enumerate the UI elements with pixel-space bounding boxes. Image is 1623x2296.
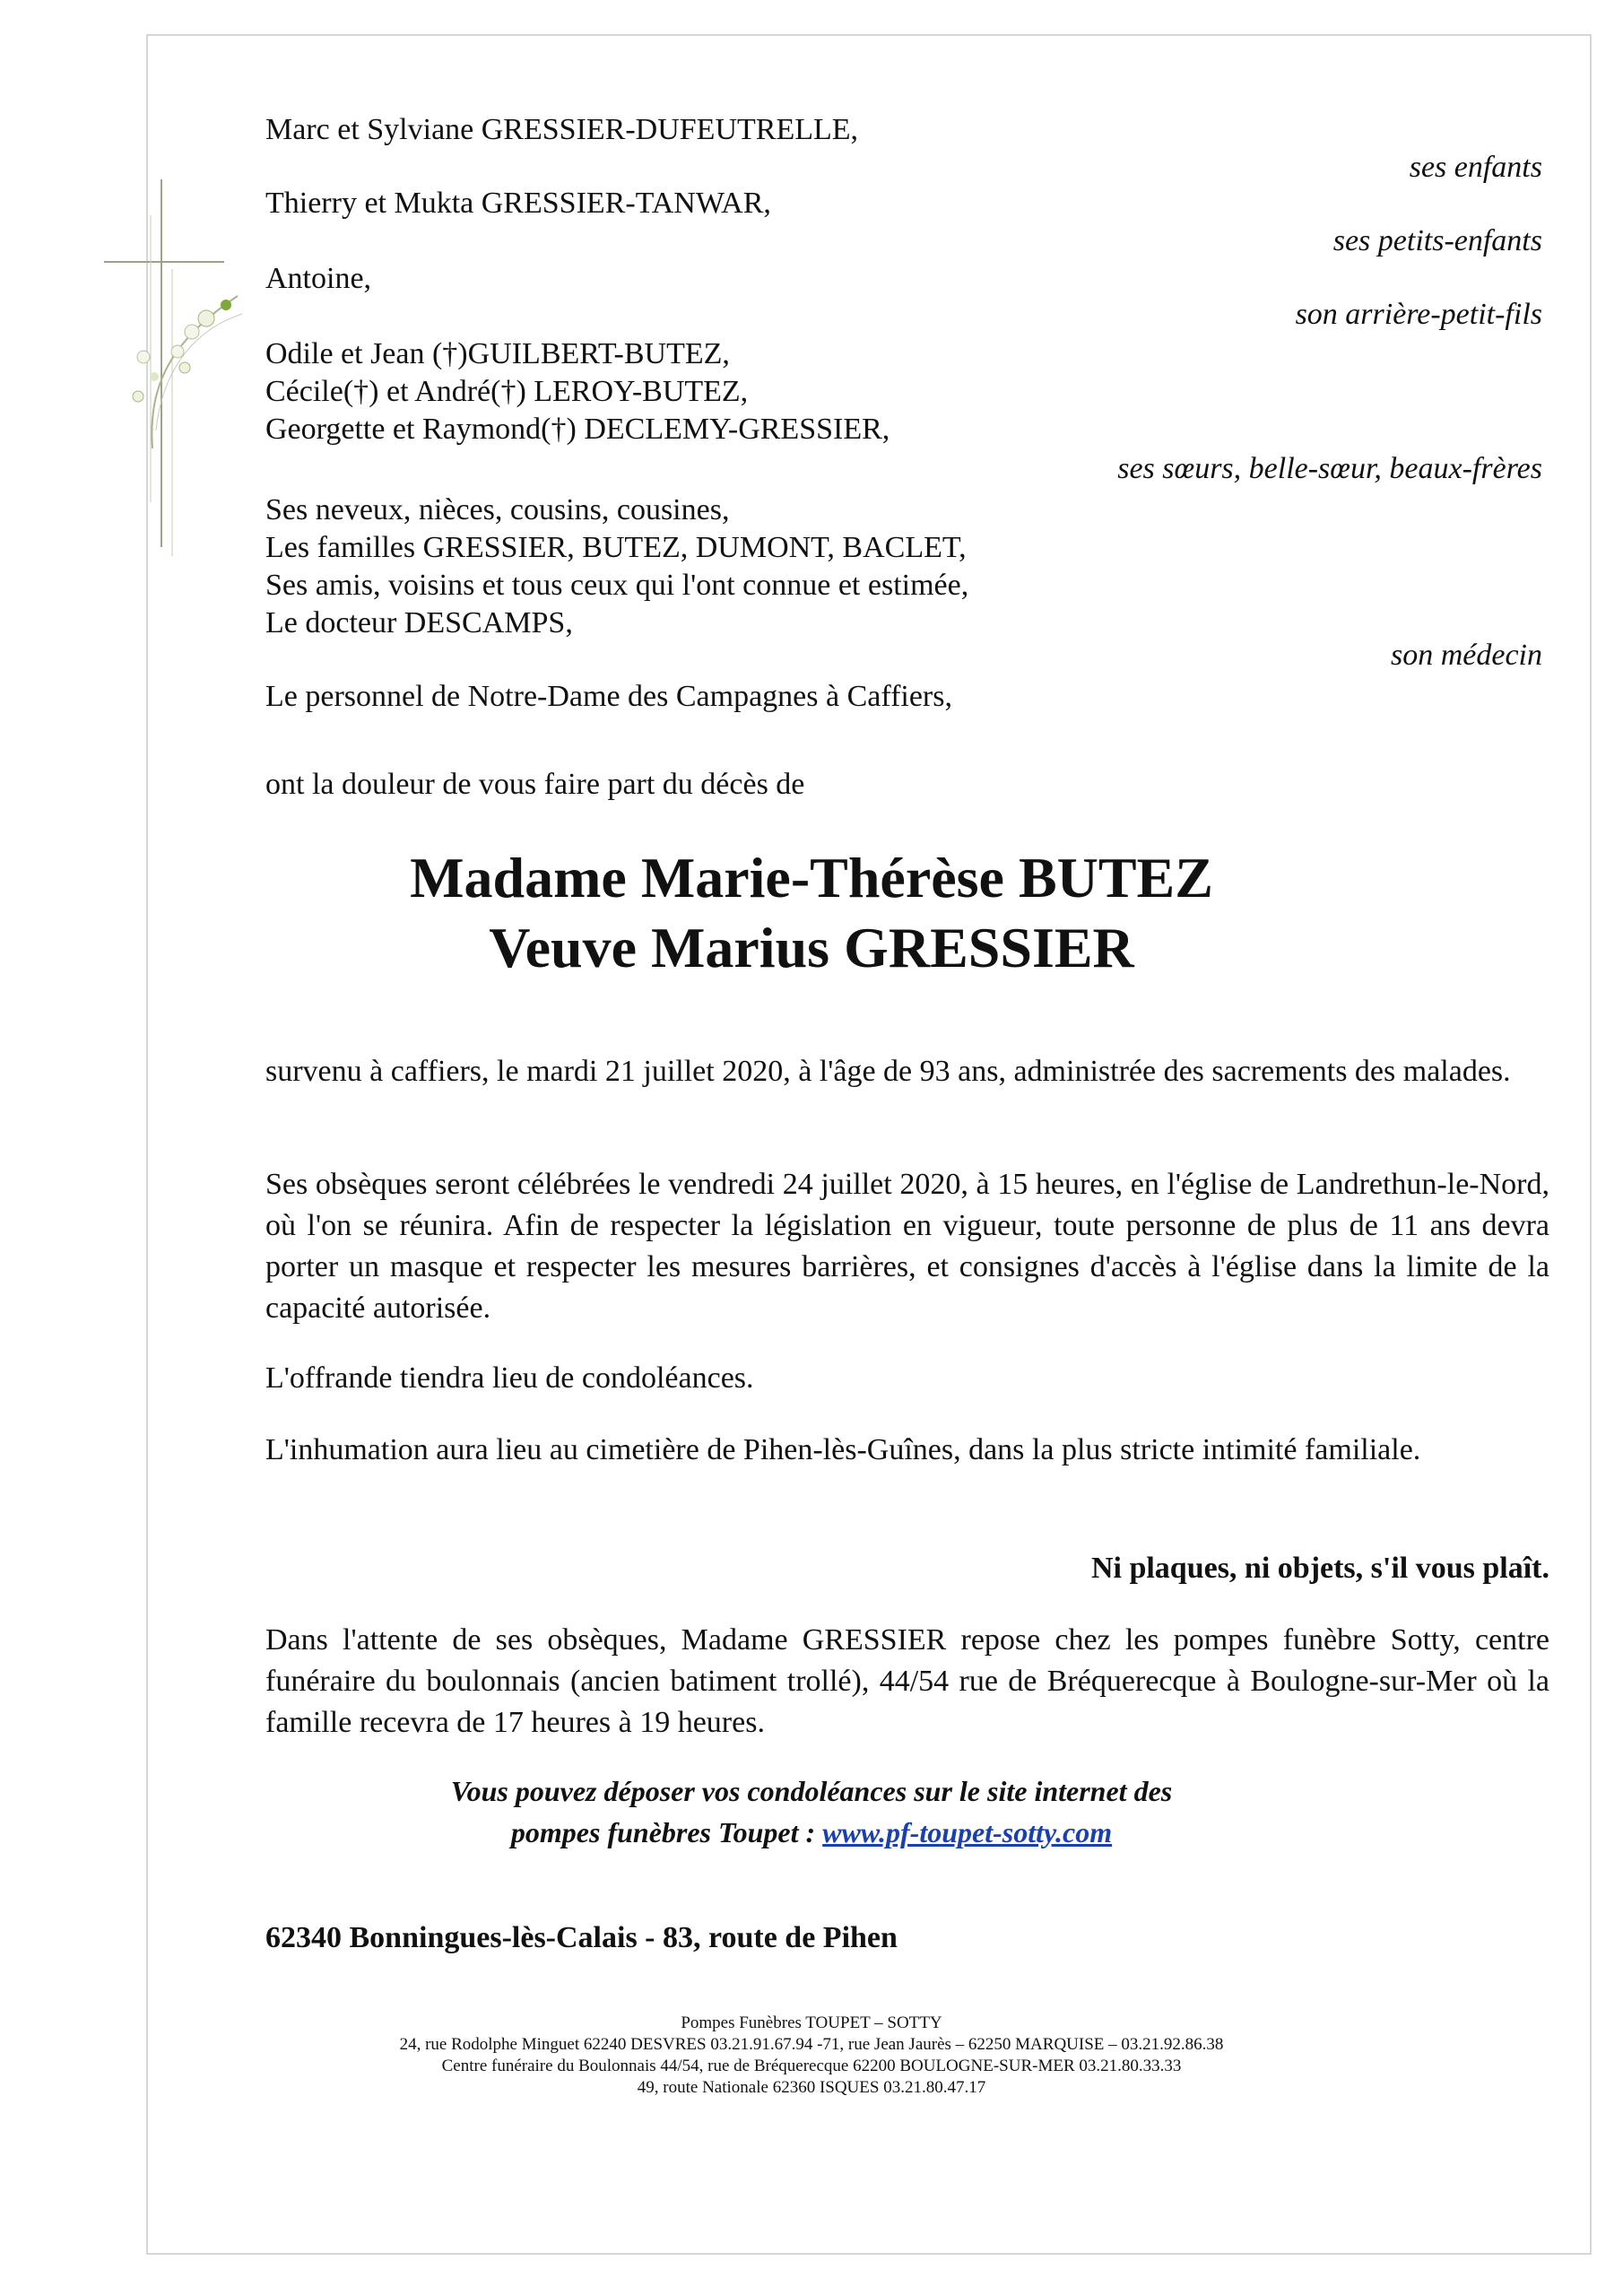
family-line-3: Antoine, bbox=[265, 262, 372, 295]
repose-paragraph: Dans l'attente de ses obsèques, Madame GRESSIER repose chez les pompes funèbre Sotty, centre funéraire du boulonnais (ancien batiment trollé), 44/54 rue de Bréquerecque à Boulogne-sur-Mer où la famille recevra de 17 heures à 19 heures. bbox=[265, 1623, 1549, 1739]
family-line-4: Odile et Jean (†)GUILBERT-BUTEZ, bbox=[265, 337, 730, 370]
home-address: 62340 Bonningues-lès-Calais - 83, route de Pihen bbox=[265, 1921, 898, 1954]
condolences-prefix: pompes funèbres Toupet : bbox=[510, 1816, 823, 1848]
no-flowers-note: Ni plaques, ni objets, s'il vous plaît. bbox=[1090, 1552, 1549, 1585]
condolences-line-2 bbox=[0, 1812, 1623, 1853]
deceased-widow-of: Veuve Marius GRESSIER bbox=[489, 916, 1134, 979]
role-children: ses enfants bbox=[1409, 151, 1542, 184]
family-line-6: Georgette et Raymond(†) DECLEMY-GRESSIER, bbox=[265, 413, 890, 446]
role-grandchildren: ses petits-enfants bbox=[1332, 224, 1542, 257]
family-line-1: Marc et Sylviane GRESSIER-DUFEUTRELLE, bbox=[265, 113, 859, 146]
funeral-paragraph: Ses obsèques seront célébrées le vendredi 24 juillet 2020, à 15 heures, en l'église de Landrethun-le-Nord, où l'on se réunira. Afin de respecter la législation en vigueur, toute personne de plus de 11 ans devra porter un masque et respecter les mesures barrières, et consignes d'accès à l'église dans la limite de la capacité autorisée. bbox=[265, 1168, 1549, 1325]
burial-paragraph: L'inhumation aura lieu au cimetière de Pihen-lès-Guînes, dans la plus stricte intimité familiale. bbox=[265, 1433, 1421, 1466]
announcement: ont la douleur de vous faire part du décès de bbox=[265, 768, 805, 801]
role-great-grandson: son arrière-petit-fils bbox=[1295, 298, 1542, 331]
family-line-9: Ses amis, voisins et tous ceux qui l'ont connue et estimée, bbox=[265, 569, 969, 602]
deceased-name: Madame Marie-Thérèse BUTEZ bbox=[410, 846, 1213, 909]
role-doctor: son médecin bbox=[1390, 639, 1542, 672]
family-line-5: Cécile(†) et André(†) LEROY-BUTEZ, bbox=[265, 375, 749, 408]
family-line-7: Ses neveux, nièces, cousins, cousines, bbox=[265, 493, 730, 526]
cross-with-flowers-icon bbox=[99, 161, 242, 556]
role-siblings: ses sœurs, belle-sœur, beaux-frères bbox=[1117, 452, 1542, 485]
footer-address-3: 49, route Nationale 62360 ISQUES 03.21.80.47.17 bbox=[637, 2078, 986, 2097]
footer-address-1: 24, rue Rodolphe Minguet 62240 DESVRES 03.21.91.67.94 -71, rue Jean Jaurès – 62250 MARQUISE – 03.21.92.86.38 bbox=[399, 2035, 1224, 2054]
offering-paragraph: L'offrande tiendra lieu de condoléances. bbox=[265, 1361, 754, 1395]
family-line-2: Thierry et Mukta GRESSIER-TANWAR, bbox=[265, 187, 771, 220]
condolences-website-link[interactable]: www.pf-toupet-sotty.com bbox=[822, 1816, 1113, 1848]
family-line-11: Le personnel de Notre-Dame des Campagnes à Caffiers, bbox=[265, 680, 952, 713]
death-paragraph: survenu à caffiers, le mardi 21 juillet 2020, à l'âge de 93 ans, administrée des sacrements des malades. bbox=[265, 1055, 1511, 1088]
condolences-line-1: Vous pouvez déposer vos condoléances sur le site internet des bbox=[450, 1775, 1173, 1807]
family-line-10: Le docteur DESCAMPS, bbox=[265, 606, 573, 639]
footer-address-2: Centre funéraire du Boulonnais 44/54, rue de Bréquerecque 62200 BOULOGNE-SUR-MER 03.21.80.33.33 bbox=[441, 2057, 1182, 2075]
family-line-8: Les familles GRESSIER, BUTEZ, DUMONT, BACLET, bbox=[265, 531, 967, 564]
footer-company: Pompes Funèbres TOUPET – SOTTY bbox=[681, 2013, 942, 2032]
